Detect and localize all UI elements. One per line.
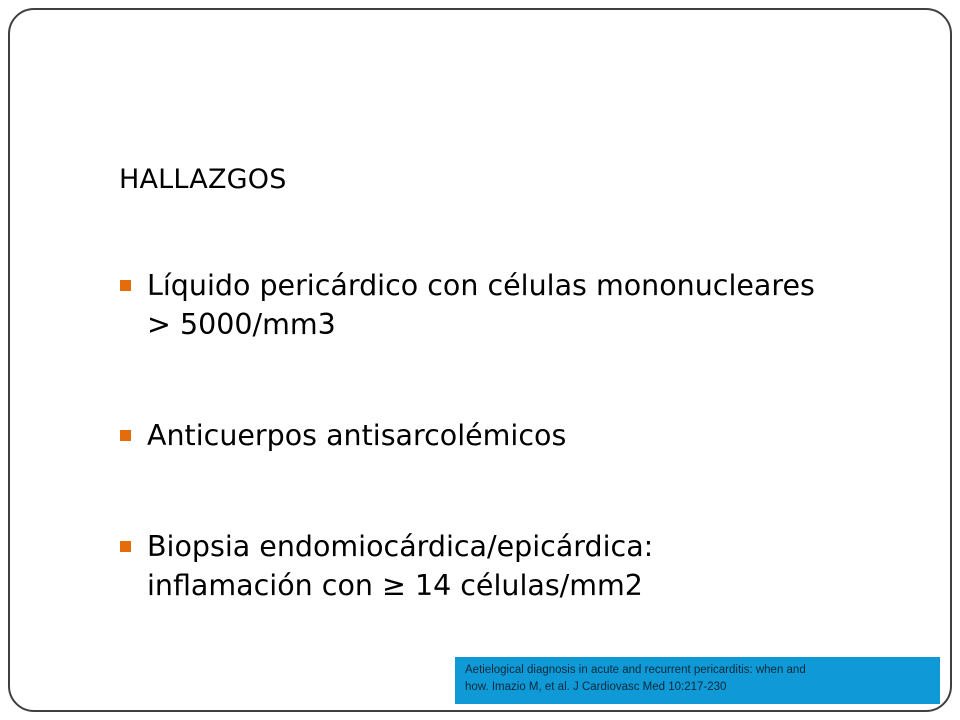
- square-bullet-icon: [120, 541, 131, 552]
- bullet-list: [118, 266, 908, 605]
- bullet-line: Biopsia endomiocárdica/epicárdica:: [147, 530, 654, 563]
- bullet-item-biopsy: [118, 527, 908, 605]
- bullet-line: Anticuerpos antisarcolémicos: [147, 419, 567, 452]
- reference-line: Aetielogical diagnosis in acute and recurrent pericarditis: when and: [465, 664, 806, 676]
- slide-heading: HALLAZGOS: [119, 164, 287, 195]
- bullet-line: inflamación con ≥ 14 células/mm2: [147, 569, 643, 602]
- bullet-item-antibodies: [118, 416, 908, 455]
- square-bullet-icon: [120, 280, 131, 291]
- bullet-line: Líquido pericárdico con células mononucleares: [147, 269, 815, 302]
- reference-line: how. Imazio M, et al. J Cardiovasc Med 10:217-230: [465, 681, 727, 693]
- square-bullet-icon: [120, 430, 131, 441]
- bullet-line: > 5000/mm3: [147, 308, 336, 341]
- bullet-item-fluid: [118, 266, 908, 344]
- reference-box: [455, 657, 940, 704]
